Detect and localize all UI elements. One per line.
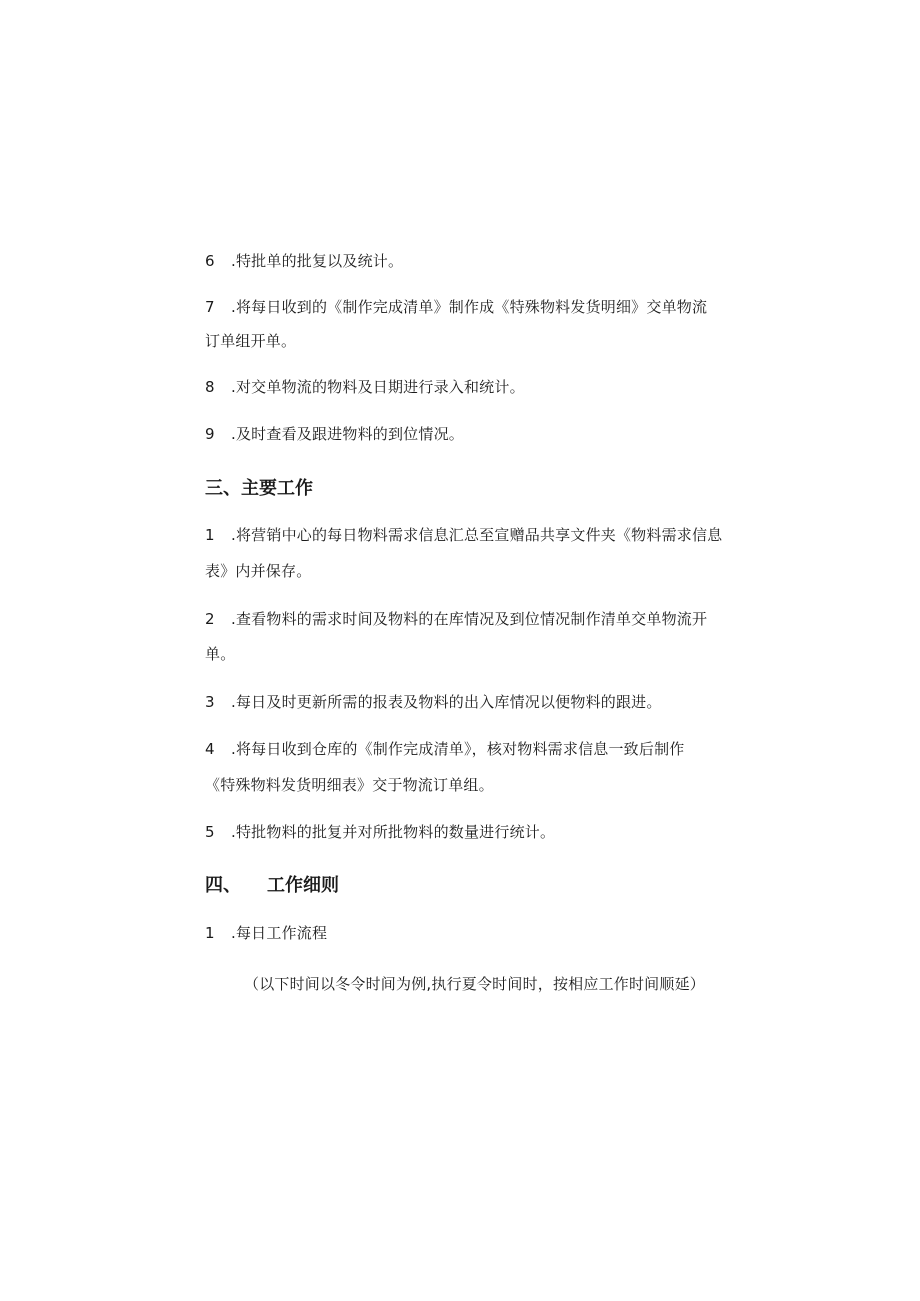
item-number: 2 [205,610,215,628]
list-item-continuation: 单。 [205,645,236,663]
item-number: 6 [205,252,215,270]
list-item [205,297,707,317]
list-item-continuation: 《特殊物料发货明细表》交于物流订单组。 [205,776,494,794]
time-note: （以下时间以冬令时间为例,执行夏令时间时，按相应工作时间顺延） [244,975,705,993]
list-item [205,525,722,545]
item-text: .对交单物流的物料及日期进行录入和统计。 [231,378,525,396]
item-text: .及时查看及跟进物料的到位情况。 [231,425,464,443]
list-item [205,377,525,397]
section-number: 四、 [205,875,241,896]
item-text: .将每日收到的《制作完成清单》制作成《特殊物料发货明细》交单物流 [231,298,708,316]
list-item [205,822,555,842]
item-text: .将营销中心的每日物料需求信息汇总至宣赠品共享文件夹《物料需求信息 [231,526,723,544]
list-item [205,609,707,629]
section-title: 工作细则 [267,875,339,896]
item-number: 7 [205,298,215,316]
list-item [205,251,403,271]
section-heading [205,874,339,898]
list-item-continuation: 订单组开单。 [205,332,297,350]
item-number: 4 [205,740,215,758]
item-text: .特批物料的批复并对所批物料的数量进行统计。 [231,823,556,841]
item-text: .特批单的批复以及统计。 [231,252,404,270]
item-text: .每日及时更新所需的报表及物料的出入库情况以便物料的跟进。 [231,693,662,711]
list-item [205,424,464,444]
item-text: .查看物料的需求时间及物料的在库情况及到位情况制作清单交单物流开 [231,610,708,628]
item-number: 1 [205,924,215,942]
section-heading: 三、主要工作 [205,478,313,499]
item-number: 1 [205,526,215,544]
list-item [205,923,327,943]
item-number: 3 [205,693,215,711]
list-item [205,739,684,759]
list-item [205,692,662,712]
list-item-continuation: 表》内并保存。 [205,562,312,580]
item-number: 5 [205,823,215,841]
item-text: .每日工作流程 [231,924,328,942]
item-text: .将每日收到仓库的《制作完成清单》，核对物料需求信息一致后制作 [231,740,685,758]
item-number: 9 [205,425,215,443]
item-number: 8 [205,378,215,396]
